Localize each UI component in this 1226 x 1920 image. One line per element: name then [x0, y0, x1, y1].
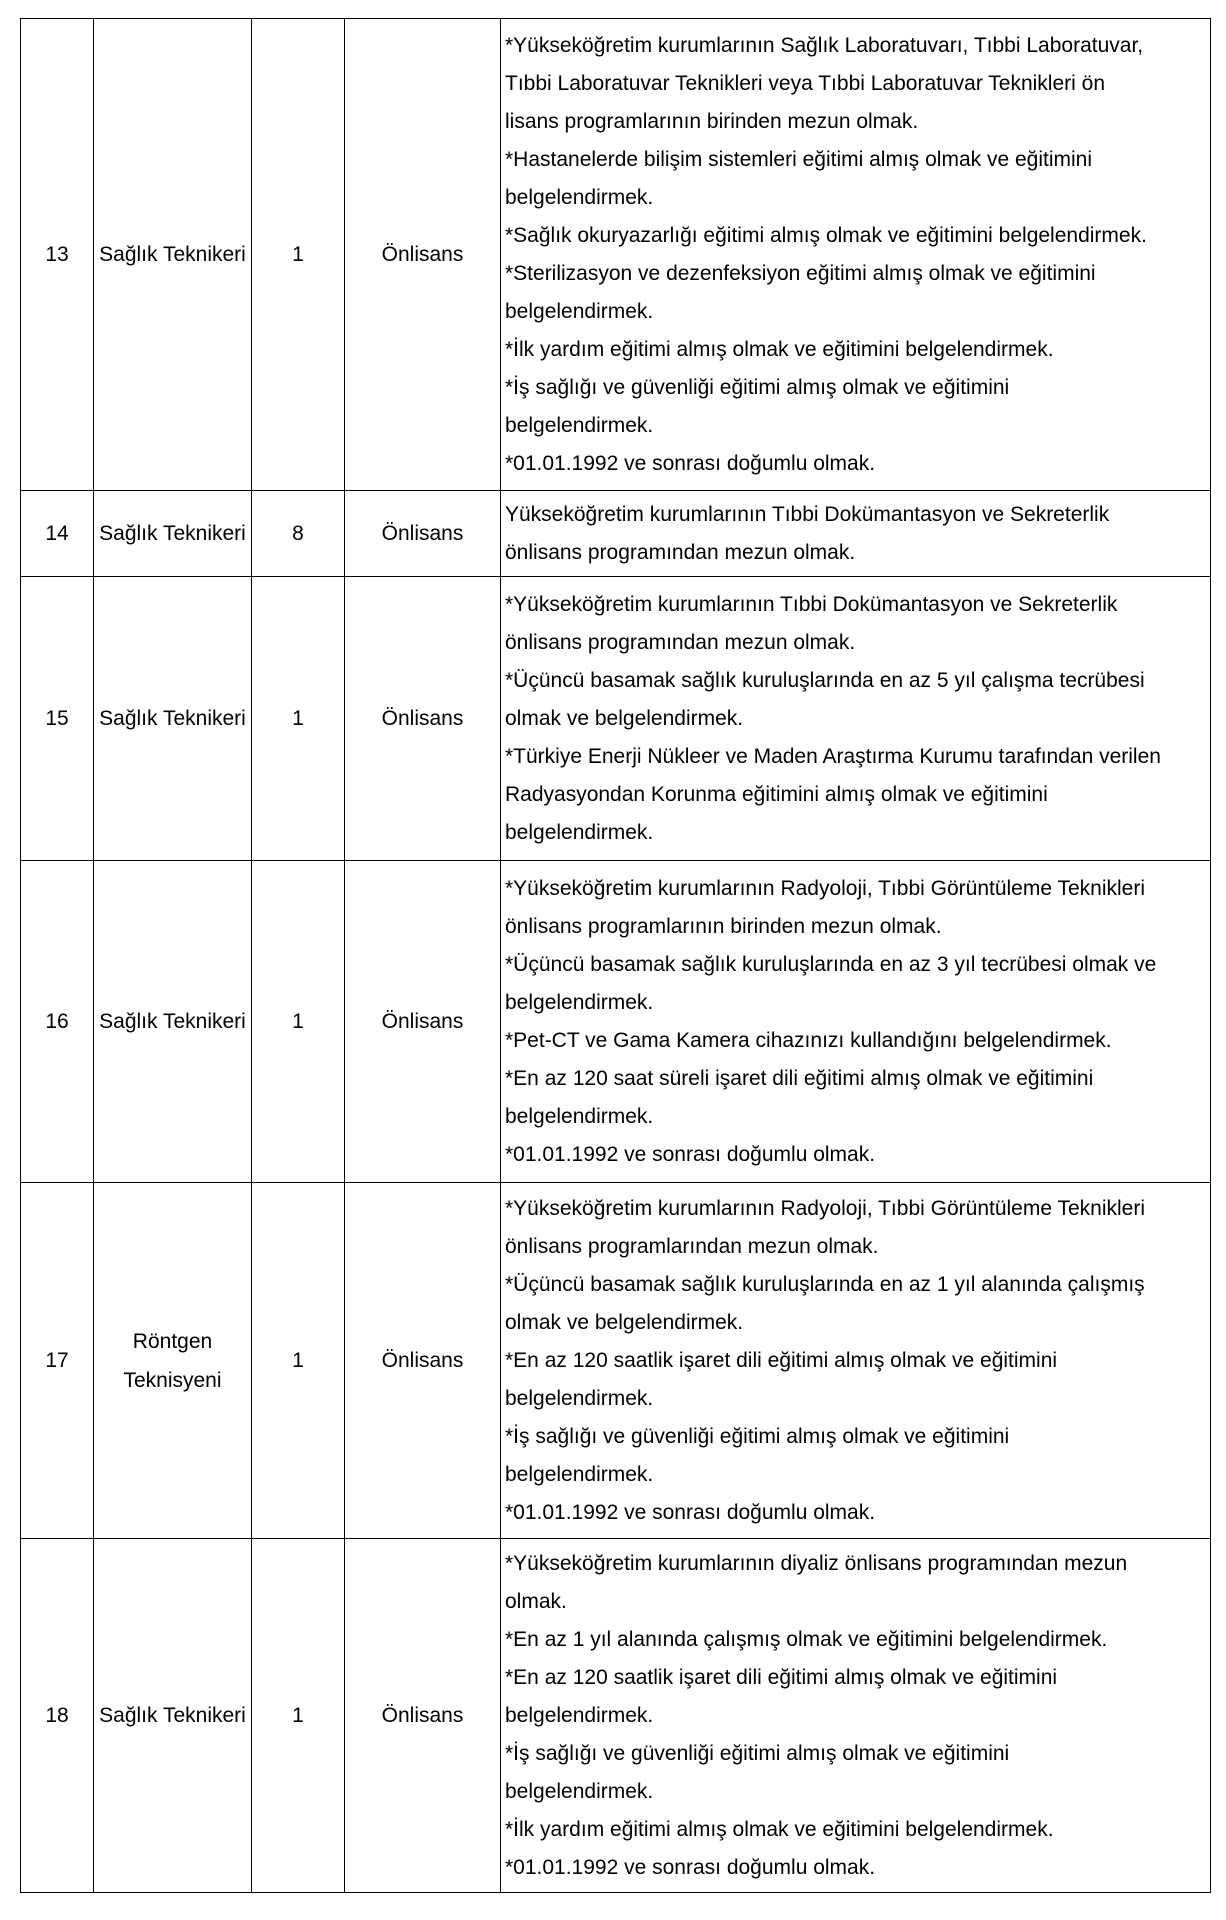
requirement-line: Tıbbi Laboratuvar Teknikleri veya Tıbbi Laboratuvar Teknikleri ön — [505, 71, 1105, 95]
requirement-line: *En az 120 saatlik işaret dili eğitimi almış olmak ve eğitimini — [505, 1348, 1058, 1372]
requirement-line: belgelendirmek. — [505, 820, 654, 844]
position-title — [94, 577, 252, 861]
requirement-line: belgelendirmek. — [505, 1462, 654, 1486]
requirement-line: *Üçüncü basamak sağlık kuruluşlarında en az 5 yıl çalışma tecrübesi — [505, 668, 1145, 692]
position-title — [94, 19, 252, 491]
position-title-line: Teknisyeni — [123, 1368, 222, 1392]
requirement-line: belgelendirmek. — [505, 299, 654, 323]
requirements-cell — [501, 1183, 1211, 1539]
requirement-line: önlisans programından mezun olmak. — [505, 540, 856, 564]
requirement-line: belgelendirmek. — [505, 413, 654, 437]
requirement-line: belgelendirmek. — [505, 1703, 654, 1727]
position-count: 1 — [252, 1539, 345, 1893]
table-row — [21, 861, 1211, 1183]
requirement-line: *İş sağlığı ve güvenliği eğitimi almış olmak ve eğitimini — [505, 375, 1010, 399]
position-title-line: Röntgen — [132, 1329, 213, 1353]
requirement-line: *Yükseköğretim kurumlarının diyaliz önlisans programından mezun — [505, 1551, 1128, 1575]
requirement-line: *En az 1 yıl alanında çalışmış olmak ve eğitimini belgelendirmek. — [505, 1627, 1108, 1651]
requirement-line: lisans programlarının birinden mezun olmak. — [505, 109, 919, 133]
education-level: Önlisans — [345, 577, 501, 861]
requirement-line: *İş sağlığı ve güvenliği eğitimi almış olmak ve eğitimini — [505, 1424, 1010, 1448]
requirement-line: belgelendirmek. — [505, 1779, 654, 1803]
table-row — [21, 577, 1211, 861]
row-number: 14 — [21, 491, 94, 577]
requirement-line: *Pet-CT ve Gama Kamera cihazınızı kullandığını belgelendirmek. — [505, 1028, 1112, 1052]
position-count: 1 — [252, 861, 345, 1183]
requirements-cell — [501, 861, 1211, 1183]
position-title-line: Sağlık Teknikeri — [99, 522, 246, 545]
row-number: 15 — [21, 577, 94, 861]
requirement-line: *İş sağlığı ve güvenliği eğitimi almış olmak ve eğitimini — [505, 1741, 1010, 1765]
requirement-line: Yükseköğretim kurumlarının Tıbbi Dokümantasyon ve Sekreterlik — [505, 502, 1110, 526]
position-count: 8 — [252, 491, 345, 577]
requirement-line: olmak. — [505, 1589, 567, 1613]
position-title — [94, 491, 252, 577]
position-title — [94, 861, 252, 1183]
requirement-line: belgelendirmek. — [505, 990, 654, 1014]
requirement-line: *Üçüncü basamak sağlık kuruluşlarında en az 1 yıl alanında çalışmış — [505, 1272, 1145, 1296]
requirement-line: *01.01.1992 ve sonrası doğumlu olmak. — [505, 1500, 876, 1524]
position-title-line: Sağlık Teknikeri — [99, 1010, 246, 1033]
requirement-line: *Yükseköğretim kurumlarının Sağlık Laboratuvarı, Tıbbi Laboratuvar, — [505, 33, 1144, 57]
requirement-line: *01.01.1992 ve sonrası doğumlu olmak. — [505, 1855, 876, 1879]
requirement-line: Radyasyondan Korunma eğitimini almış olmak ve eğitimini — [505, 782, 1048, 806]
requirement-line: *İlk yardım eğitimi almış olmak ve eğitimini belgelendirmek. — [505, 337, 1054, 361]
requirement-line: olmak ve belgelendirmek. — [505, 706, 744, 730]
requirement-line: olmak ve belgelendirmek. — [505, 1310, 744, 1334]
requirement-line: *Yükseköğretim kurumlarının Radyoloji, Tıbbi Görüntüleme Teknikleri — [505, 1196, 1146, 1220]
position-title-line: Sağlık Teknikeri — [99, 707, 246, 730]
position-count: 1 — [252, 1183, 345, 1539]
requirement-line: belgelendirmek. — [505, 1104, 654, 1128]
requirement-line: önlisans programlarının birinden mezun olmak. — [505, 914, 942, 938]
requirement-line: *Yükseköğretim kurumlarının Tıbbi Dokümantasyon ve Sekreterlik — [505, 592, 1118, 616]
requirement-line: önlisans programlarından mezun olmak. — [505, 1234, 879, 1258]
education-level: Önlisans — [345, 19, 501, 491]
requirement-line: *Sağlık okuryazarlığı eğitimi almış olmak ve eğitimini belgelendirmek. — [505, 223, 1147, 247]
requirement-line: belgelendirmek. — [505, 185, 654, 209]
position-title — [94, 1183, 252, 1539]
position-title-line: Sağlık Teknikeri — [99, 1704, 246, 1727]
row-number: 13 — [21, 19, 94, 491]
row-number: 18 — [21, 1539, 94, 1893]
requirements-cell — [501, 577, 1211, 861]
requirement-line: *Türkiye Enerji Nükleer ve Maden Araştırma Kurumu tarafından verilen — [505, 744, 1161, 768]
education-level: Önlisans — [345, 1539, 501, 1893]
row-number: 17 — [21, 1183, 94, 1539]
requirement-line: *Sterilizasyon ve dezenfeksiyon eğitimi almış olmak ve eğitimini — [505, 261, 1096, 285]
education-level: Önlisans — [345, 1183, 501, 1539]
position-table — [20, 18, 1211, 1893]
requirement-line: *Yükseköğretim kurumlarının Radyoloji, Tıbbi Görüntüleme Teknikleri — [505, 876, 1146, 900]
requirement-line: önlisans programından mezun olmak. — [505, 630, 856, 654]
requirement-line: *En az 120 saatlik işaret dili eğitimi almış olmak ve eğitimini — [505, 1665, 1058, 1689]
table-row — [21, 19, 1211, 491]
requirement-line: *En az 120 saat süreli işaret dili eğitimi almış olmak ve eğitimini — [505, 1066, 1094, 1090]
row-number: 16 — [21, 861, 94, 1183]
position-count: 1 — [252, 19, 345, 491]
requirement-line: *İlk yardım eğitimi almış olmak ve eğitimini belgelendirmek. — [505, 1817, 1054, 1841]
table-row — [21, 1539, 1211, 1893]
requirement-line: *Hastanelerde bilişim sistemleri eğitimi almış olmak ve eğitimini — [505, 147, 1093, 171]
requirement-line: *01.01.1992 ve sonrası doğumlu olmak. — [505, 1142, 876, 1166]
table-row — [21, 1183, 1211, 1539]
requirements-cell — [501, 1539, 1211, 1893]
table-row — [21, 491, 1211, 577]
position-title-line: Sağlık Teknikeri — [99, 243, 246, 266]
requirement-line: *Üçüncü basamak sağlık kuruluşlarında en az 3 yıl tecrübesi olmak ve — [505, 952, 1157, 976]
requirement-line: belgelendirmek. — [505, 1386, 654, 1410]
education-level: Önlisans — [345, 861, 501, 1183]
requirements-cell — [501, 19, 1211, 491]
education-level: Önlisans — [345, 491, 501, 577]
requirement-line: *01.01.1992 ve sonrası doğumlu olmak. — [505, 451, 876, 475]
requirements-cell — [501, 491, 1211, 577]
position-title — [94, 1539, 252, 1893]
position-count: 1 — [252, 577, 345, 861]
